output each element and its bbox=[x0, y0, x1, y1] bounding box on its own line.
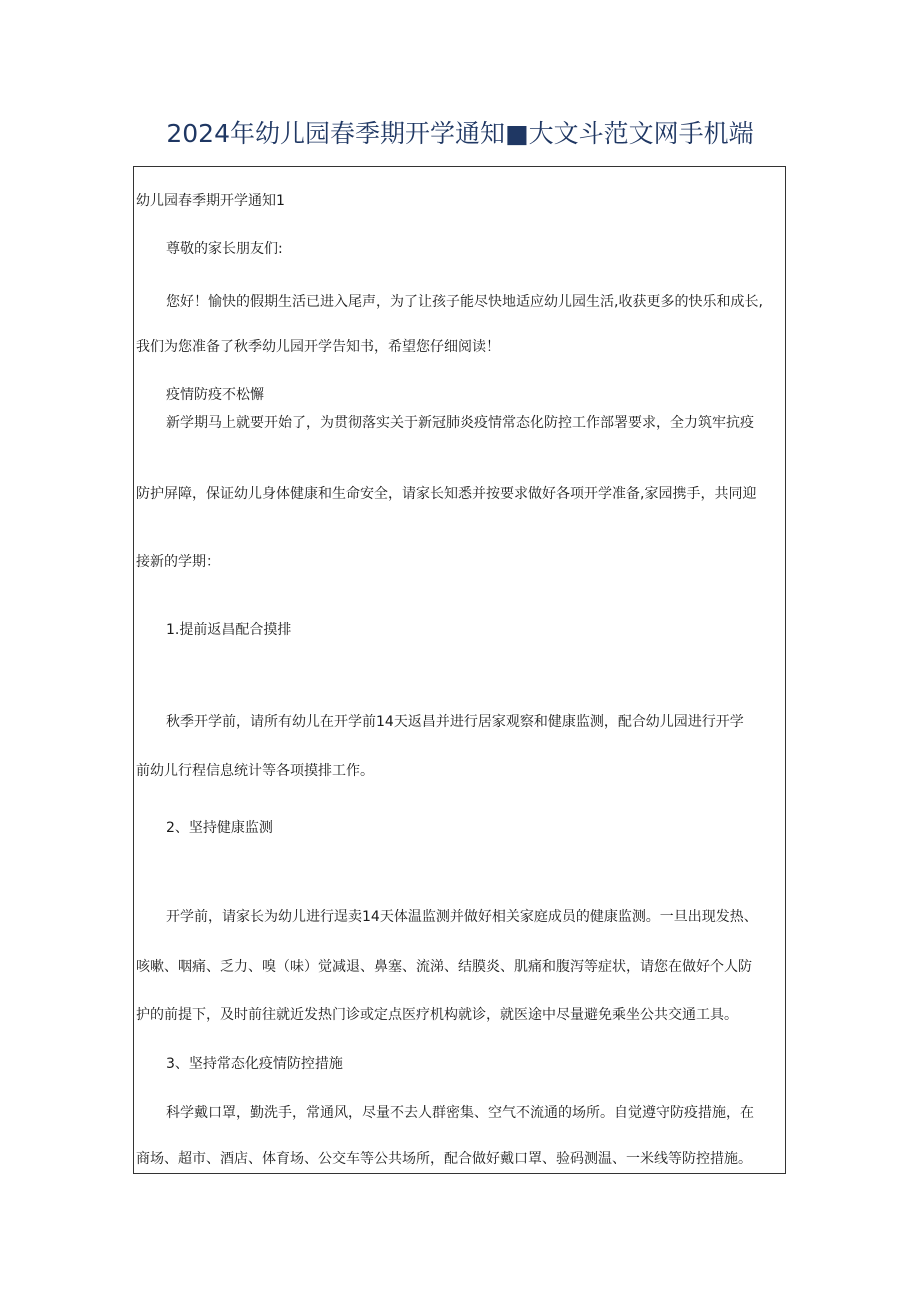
paragraph-line: 接新的学期： bbox=[136, 554, 220, 570]
paragraph-line: 商场、超市、酒店、体育场、公交车等公共场所，配合做好戴口罩、验码测温、一米线等防控措施。 bbox=[136, 1151, 752, 1167]
paragraph-line: 秋季开学前，请所有幼儿在开学前14天返昌并进行居家观察和健康监测，配合幼儿园进行开学 bbox=[166, 714, 744, 730]
list-item-heading: 1.提前返昌配合摸排 bbox=[166, 622, 292, 638]
paragraph-line: 护的前提下，及时前往就近发热门诊或定点医疗机构就诊，就医途中尽量避免乘坐公共交通工具。 bbox=[136, 1007, 738, 1023]
section-heading: 幼儿园春季期开学通知1 bbox=[136, 193, 285, 209]
paragraph-line: 新学期马上就要开始了，为贯彻落实关于新冠肺炎疫情常态化防控工作部署要求，全力筑牢抗疫 bbox=[166, 415, 754, 431]
paragraph-line: 我们为您准备了秋季幼儿园开学告知书，希望您仔细阅读！ bbox=[136, 339, 500, 355]
list-item-heading: 3、坚持常态化疫情防控措施 bbox=[166, 1056, 343, 1072]
document-body bbox=[133, 166, 786, 1174]
document-title: 2024年幼儿园春季期开学通知■大文斗范文网手机端 bbox=[166, 119, 754, 148]
paragraph-line: 防护屏障，保证幼儿身体健康和生命安全，请家长知悉并按要求做好各项开学准备,家园携手，共同迎 bbox=[136, 486, 757, 502]
paragraph-line: 科学戴口罩，勤洗手，常通风，尽量不去人群密集、空气不流通的场所。自觉遵守防疫措施，在 bbox=[166, 1105, 754, 1121]
paragraph-line: 前幼儿行程信息统计等各项摸排工作。 bbox=[136, 763, 374, 779]
paragraph-line: 开学前，请家长为幼儿进行逞卖14天体温监测并做好相关家庭成员的健康监测。一旦出现发热、 bbox=[166, 909, 758, 925]
list-item-heading: 2、坚持健康监测 bbox=[166, 820, 273, 836]
paragraph-line: 咳嗽、咽痛、乏力、嗅（味）觉减退、鼻塞、流涕、结膜炎、肌痛和腹泻等症状，请您在做好个人防 bbox=[136, 959, 752, 975]
salutation: 尊敬的家长朋友们: bbox=[166, 241, 283, 257]
subsection-heading: 疫情防疫不松懈 bbox=[166, 387, 264, 403]
paragraph-line: 您好！愉快的假期生活已进入尾声，为了让孩子能尽快地适应幼儿园生活,收获更多的快乐和成长, bbox=[166, 294, 763, 310]
